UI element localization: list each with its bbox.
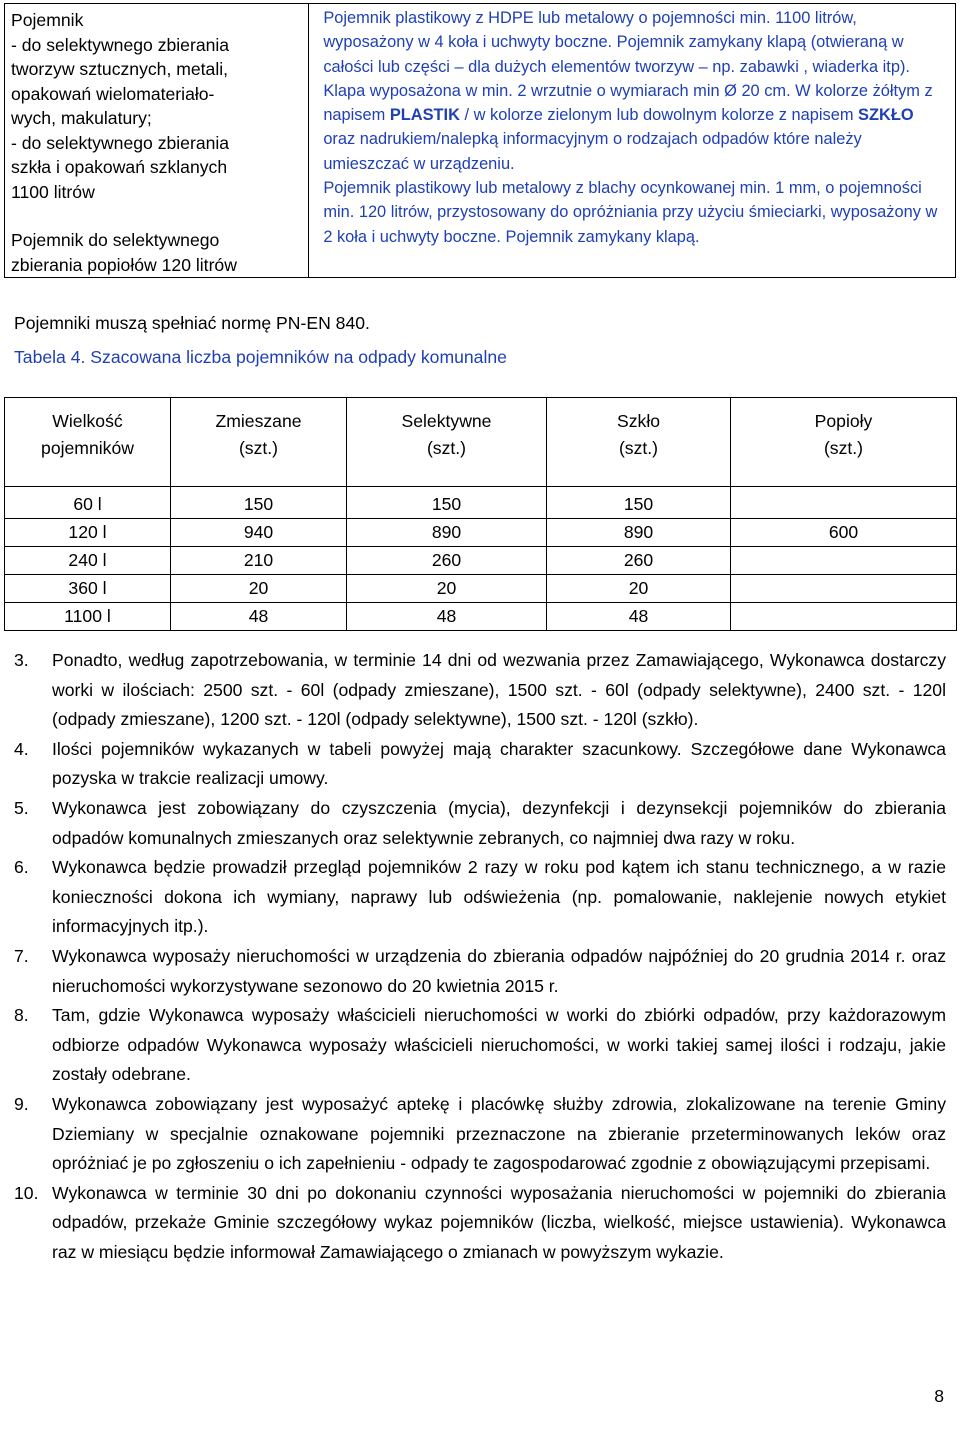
count-cell [731, 547, 957, 575]
spec-left-line: - do selektywnego zbierania [11, 132, 230, 153]
table-caption: Tabela 4. Szacowana liczba pojemników na odpady komunalne [14, 347, 507, 367]
count-cell: 940 [171, 519, 347, 547]
size-cell: 1100 l [5, 603, 171, 631]
count-cell: 600 [731, 519, 957, 547]
size-cell: 360 l [5, 575, 171, 603]
count-cell: 48 [347, 603, 547, 631]
list-item [14, 735, 946, 794]
page-number: 8 [934, 1386, 944, 1406]
list-item-number: 3. [14, 650, 29, 670]
list-item-number: 6. [14, 857, 29, 878]
count-cell: 890 [347, 519, 547, 547]
list-item-number: 9. [14, 1093, 29, 1114]
list-item-number: 10. [14, 1182, 39, 1203]
count-cell: 20 [171, 575, 347, 603]
count-cell [731, 603, 957, 631]
list-item [14, 1179, 946, 1268]
list-item [14, 942, 946, 1001]
header-cell: Zmieszane (szt.) [171, 398, 347, 487]
count-cell: 890 [547, 519, 731, 547]
list-item-text: Wykonawca wyposaży nieruchomości w urządzenia do zbierania odpadów najpóźniej do 20 grudnia 2014 r. oraz nieruchomości wykorzystywane sezonowo do 20 kwietnia 2015 r. [52, 945, 946, 996]
bins-table [4, 397, 957, 631]
spec-description-1: Pojemnik plastikowy z HDPE lub metalowy o pojemności min. 1100 litrów, wyposażony w 4 koła i uchwyty boczne. Pojemnik zamykany klapą (otwieraną w całości lub części – dla dużych elementów tworzyw – np. zabawki , wiaderka itp). Klapa wyposażona w min. 2 wrzutnie o wymiarach min Ø 20 cm. W kolorze żółtym z napisem PLASTIK / w kolorze zielonym lub dowolnym kolorze z napisem SZKŁO oraz nadrukiem/nalepką informacyjnym o rodzajach odpadów które należy umieszczać w urządzeniu. [323, 9, 933, 173]
list-item [14, 794, 946, 853]
list-item-text: Tam, gdzie Wykonawca wyposaży właścicieli nieruchomości w worki do zbiórki odpadów, przy każdorazowym odbiorze odpadów Wykonawca wyposaży właścicieli nieruchomości, w worki takiej samej ilości i rodzaju, jakie zostały odebrane. [52, 1005, 946, 1085]
count-cell: 20 [547, 575, 731, 603]
list-item-text: Wykonawca zobowiązany jest wyposażyć aptekę i placówkę służby zdrowia, zlokalizowane na terenie Gminy Dziemiany w specjalnie oznakowane pojemniki przeznaczone na zbieranie przeterminowanych leków oraz opróżniać je po zgłoszeniu o ich zapełnieniu - odpady te zagospodarować zgodnie z obowiązującymi przepisami. [52, 1093, 946, 1174]
list-item-number: 5. [14, 797, 29, 818]
header-cell: Selektywne (szt.) [347, 398, 547, 487]
size-cell: 60 l [5, 487, 171, 519]
list-item-number: 7. [14, 945, 29, 966]
header-cell: Popioły (szt.) [731, 398, 957, 487]
table-row [5, 547, 957, 575]
spec-left-line: Pojemnik [11, 10, 84, 30]
size-cell: 240 l [5, 547, 171, 575]
count-cell: 150 [347, 487, 547, 519]
list-item-text: Wykonawca jest zobowiązany do czyszczenia (mycia), dezynfekcji i dezynsekcji pojemników do zbierania odpadów komunalnych zmieszanych oraz selektywnie zebranych, co najmniej dwa razy w roku. [52, 797, 946, 848]
header-cell: Wielkość pojemników [5, 398, 171, 487]
spec-left-line: zbierania popiołów 120 litrów [11, 254, 237, 275]
left-lines-a [11, 8, 300, 204]
table-row [5, 575, 957, 603]
count-cell [731, 487, 957, 519]
list-item [14, 646, 946, 735]
spec-left-line: 1100 litrów [11, 181, 95, 202]
count-cell: 48 [171, 603, 347, 631]
norm-note: Pojemniki muszą spełniać normę PN-EN 840. [14, 313, 370, 333]
list-item-number: 8. [14, 1005, 29, 1026]
list-item-number: 4. [14, 738, 29, 759]
container-spec-table [4, 3, 956, 278]
count-cell [731, 575, 957, 603]
spec-left-line: tworzyw sztucznych, metali, [11, 59, 229, 79]
spec-description-2: Pojemnik plastikowy lub metalowy z blachy ocynkowanej min. 1 mm, o pojemności min. 120 litrów, przystosowany do opróżniania przy użyciu śmieciarki, wyposażony w 2 koła i uchwyty boczne. Pojemnik zamykany klapą. [323, 179, 938, 246]
left-lines-b [11, 228, 300, 277]
count-cell: 150 [171, 487, 347, 519]
list-item-text: Wykonawca będzie prowadził przegląd pojemników 2 razy w roku pod kątem ich stanu technicznego, a w razie konieczności dokona ich wymiany, naprawy lub odświeżenia (np. pomalowanie, naklejenie nowych etykiet informacyjnych itp.). [52, 857, 946, 937]
header-cell: Szkło (szt.) [547, 398, 731, 487]
count-cell: 260 [547, 547, 731, 575]
spec-right-cell [309, 4, 956, 278]
list-item [14, 853, 946, 942]
list-item [14, 1001, 946, 1090]
spec-left-line: szkła i opakowań szklanych [11, 157, 228, 177]
table-row [5, 519, 957, 547]
list-item [14, 1090, 946, 1179]
count-cell: 48 [547, 603, 731, 631]
spec-left-cell [5, 4, 309, 278]
list-item-text: Wykonawca w terminie 30 dni po dokonaniu czynności wyposażania nieruchomości w pojemniki do zbierania odpadów, przekaże Gminie szczegółowy wykaz pojemników (liczba, wielkość, miejsce ustawienia). Wykonawca raz w miesiącu będzie informował Zamawiającego o zmianach w powyższym wykazie. [52, 1182, 946, 1262]
spec-left-line: - do selektywnego zbierania [11, 34, 230, 55]
count-cell: 150 [547, 487, 731, 519]
spec-left-line: opakowań wielomateriało- [11, 83, 215, 104]
count-cell: 210 [171, 547, 347, 575]
spec-left-line: wych, makulatury; [11, 108, 152, 128]
numbered-list [14, 646, 946, 1267]
table-row [5, 603, 957, 631]
size-cell: 120 l [5, 519, 171, 547]
count-cell: 260 [347, 547, 547, 575]
list-item-text: Ponadto, według zapotrzebowania, w terminie 14 dni od wezwania przez Zamawiającego, Wykonawca dostarczy worki w ilościach: 2500 szt. - 60l (odpady zmieszane), 1500 szt. - 60l (odpady selektywne), 2400 szt. - 120l (odpady zmieszane), 1200 szt. - 120l (odpady selektywne), 1500 szt. - 120l (szkło). [52, 650, 946, 730]
spec-left-line: Pojemnik do selektywnego [11, 230, 220, 250]
list-item-text: Ilości pojemników wykazanych w tabeli powyżej mają charakter szacunkowy. Szczegółowe dane Wykonawca pozyska w trakcie realizacji umowy. [52, 738, 946, 789]
count-cell: 20 [347, 575, 547, 603]
table-row [5, 487, 957, 519]
table-header-row [5, 398, 957, 487]
